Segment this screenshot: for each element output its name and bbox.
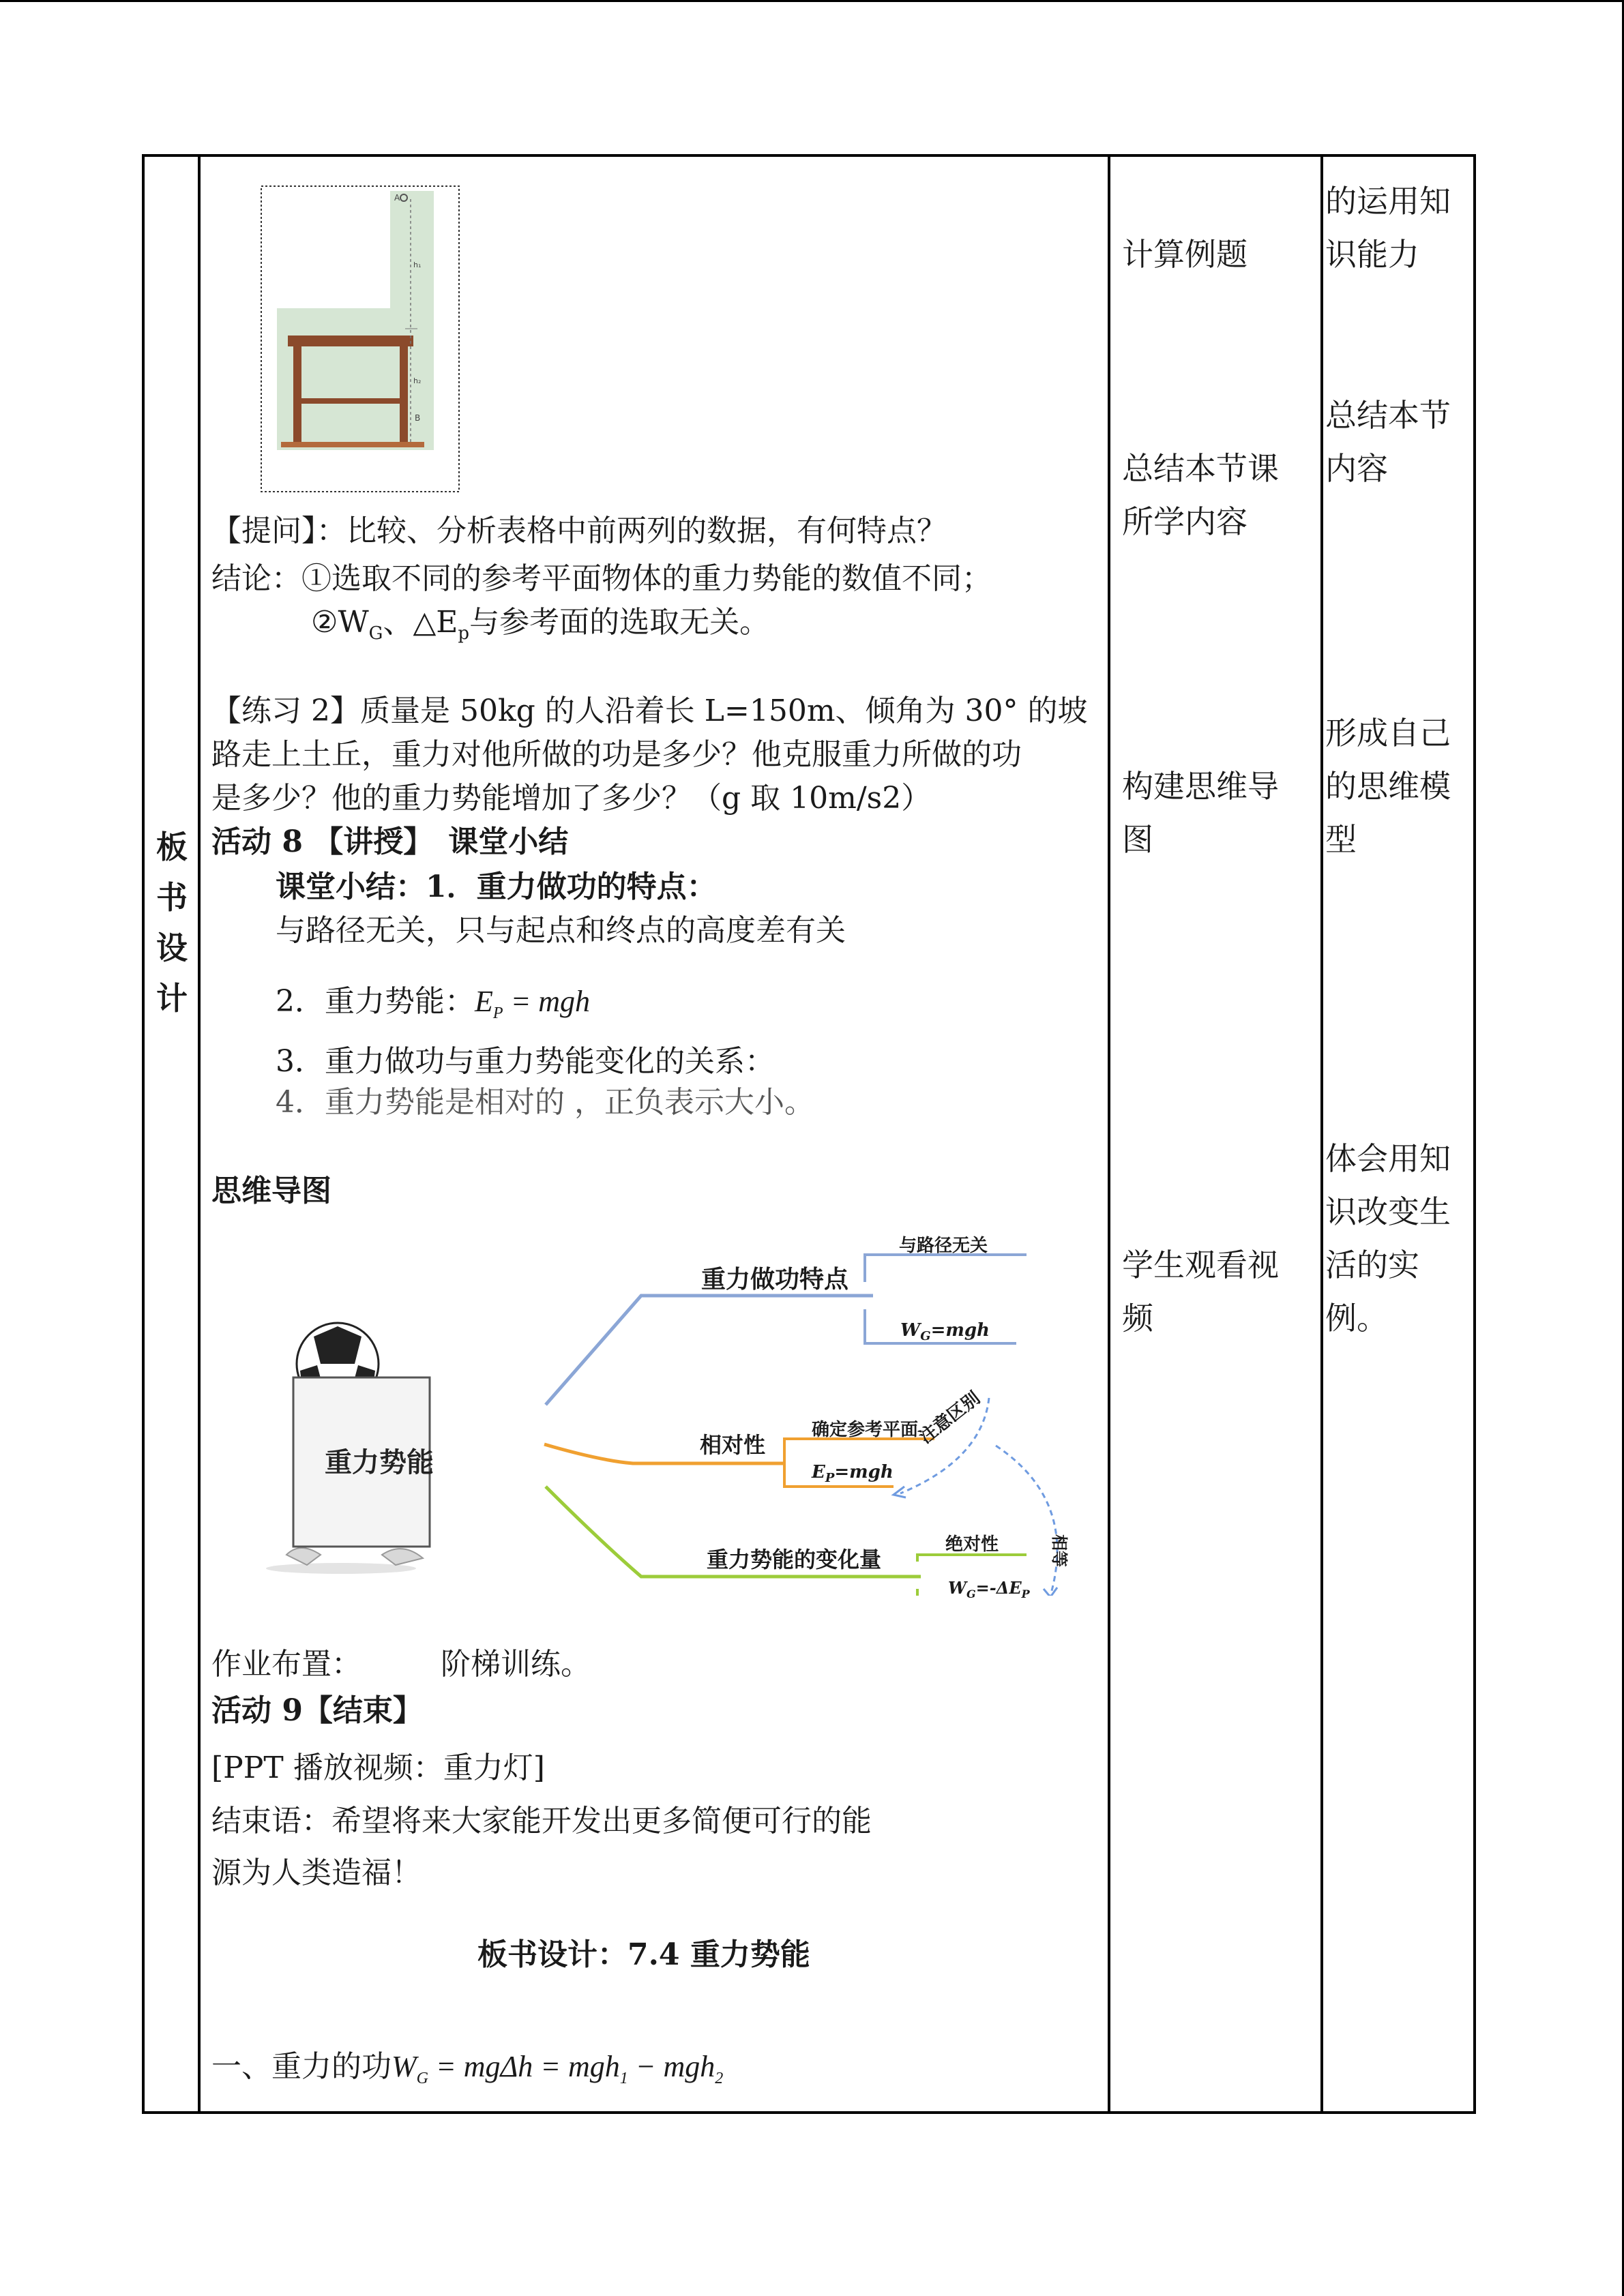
conclusion-1: 结论：①选取不同的参考平面物体的重力势能的数值不同； <box>211 561 992 596</box>
table-col-line-1 <box>198 154 201 2114</box>
table-col-line-3 <box>1320 154 1323 2114</box>
mindmap-heading: 思维导图 <box>211 1174 331 1208</box>
col3-item-4-line-1: 学生观看视 <box>1122 1247 1279 1283</box>
table-col-line-4 <box>1473 154 1476 2114</box>
activity-8-heading: 活动 8 【讲授】 课堂小结 <box>211 824 569 859</box>
homework-value: 阶梯训练。 <box>441 1647 591 1682</box>
col4-item-4-line-4: 例。 <box>1325 1300 1388 1337</box>
col4-item-3-line-1: 形成自己 <box>1325 715 1451 751</box>
mindmap-branch-2: 相对性 <box>700 1432 766 1458</box>
page-top-border <box>0 0 1624 2</box>
mindmap-branch-1-a: 与路径无关 <box>899 1236 988 1256</box>
activity-9-heading: 活动 9【结束】 <box>211 1693 423 1728</box>
side-label-char-2: 书 <box>156 879 188 916</box>
col4-item-1-line-1: 的运用知 <box>1325 183 1451 220</box>
mindmap-note-equal: 相等 <box>1050 1534 1069 1567</box>
table-bottom-line <box>142 2111 1476 2114</box>
side-label-char-3: 设 <box>156 929 188 966</box>
col3-item-2-line-1: 总结本节课 <box>1122 450 1279 487</box>
mindmap-note-attention: 注意区别 <box>915 1388 984 1448</box>
mindmap-branch-3-b: $W_G=-\Delta E_P$ <box>948 1578 1030 1600</box>
svg-text:h₁: h₁ <box>413 260 422 269</box>
mindmap-branch-3-a: 绝对性 <box>945 1534 999 1555</box>
svg-text:A: A <box>394 193 400 203</box>
col3-item-3-line-2: 图 <box>1122 821 1153 858</box>
conclusion-2: $②W_G$、$\triangle E_p$与参考面的选取无关。 <box>311 605 770 644</box>
ppt-line: [PPT 播放视频：重力灯] <box>211 1750 545 1785</box>
summary-4: 4．重力势能是相对的 ，正负表示大小。 <box>276 1085 814 1120</box>
exercise-line-1: 【练习 2】质量是 50kg 的人沿着长 L=150m、倾角为 30° 的坡 <box>211 694 1088 728</box>
section-1-formula: $W_G = mg\Delta h = mgh_1 - mgh_2$ <box>392 2050 724 2087</box>
section-1-line: 一、重力的功$W_G = mg\Delta h = mgh_1 - mgh_2$ <box>211 2049 724 2087</box>
mindmap-center: 重力势能 <box>325 1447 434 1478</box>
homework-label: 作业布置： <box>211 1647 361 1682</box>
col3-item-1: 计算例题 <box>1122 236 1247 273</box>
svg-text:B: B <box>415 413 421 423</box>
table-top-line <box>142 154 1476 157</box>
mindmap-branch-3: 重力势能的变化量 <box>707 1547 882 1572</box>
mindmap-branch-1-b: $W_G=mgh$ <box>900 1320 990 1344</box>
col4-item-2-line-1: 总结本节 <box>1325 397 1451 434</box>
mindmap-branch-1: 重力做功特点 <box>701 1266 849 1294</box>
col3-item-4-line-2: 频 <box>1122 1300 1153 1337</box>
exercise-line-2: 路走上土丘，重力对他所做的功是多少？他克服重力所做的功 <box>211 737 1022 772</box>
desk-height-figure <box>261 185 460 492</box>
mindmap <box>259 1214 1078 1600</box>
question-line: 【提问】：比较、分析表格中前两列的数据，有何特点？ <box>211 513 947 548</box>
summary-2-formula: $E_P$ = mgh <box>475 985 591 1022</box>
mindmap-branch-2-a: 确定参考平面 <box>812 1420 919 1440</box>
closing-line-1: 结束语：希望将来大家能开发出更多简便可行的能 <box>211 1804 872 1838</box>
col4-item-4-line-1: 体会用知 <box>1325 1140 1451 1177</box>
side-label-char-4: 计 <box>156 980 188 1017</box>
col3-item-2-line-2: 所学内容 <box>1122 503 1247 540</box>
board-design-title: 板书设计：7.4 重力势能 <box>477 1937 810 1972</box>
summary-3: 3．重力做功与重力势能变化的关系： <box>276 1044 775 1079</box>
table-col-line-2 <box>1108 154 1110 2114</box>
summary-2: 2．重力势能：$E_P$ = mgh <box>276 984 591 1022</box>
col4-item-1-line-2: 识能力 <box>1325 236 1419 273</box>
svg-text:h₂: h₂ <box>413 376 422 385</box>
col4-item-4-line-2: 识改变生 <box>1325 1193 1451 1230</box>
side-label-char-1: 板 <box>156 829 188 865</box>
mindmap-branch-2-b: $E_P=mgh$ <box>812 1462 894 1486</box>
col4-item-4-line-3: 活的实 <box>1325 1247 1419 1283</box>
col3-item-3-line-1: 构建思维导 <box>1122 768 1279 805</box>
exercise-line-3: 是多少？他的重力势能增加了多少？（g 取 10m/s2） <box>211 781 932 816</box>
summary-title: 课堂小结：1．重力做功的特点： <box>276 869 717 904</box>
table-col-line-0 <box>142 154 145 2114</box>
col4-item-3-line-3: 型 <box>1325 821 1357 858</box>
col4-item-2-line-2: 内容 <box>1325 450 1388 487</box>
col4-item-3-line-2: 的思维模 <box>1325 768 1451 805</box>
closing-line-2: 源为人类造福！ <box>211 1855 422 1890</box>
summary-1b: 与路径无关，只与起点和终点的高度差有关 <box>276 913 846 948</box>
